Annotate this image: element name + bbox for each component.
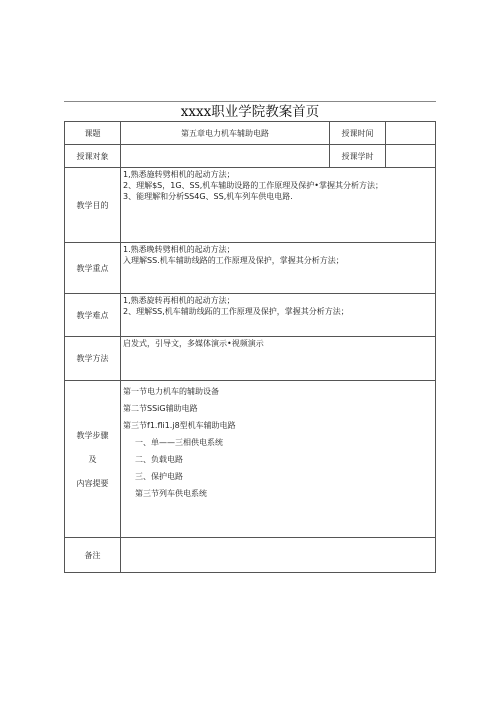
title-rule [64,101,436,102]
goals-line: 2、理解$S，1G、SS,机车辅助设路的工作原理及保护•掌握其分析方法； [123,181,383,190]
steps-line: 二、负载电路 [135,455,183,464]
steps-line: 第二节SSiG辅助电路 [123,404,198,413]
difficulties-line: 1,熟悉旋转再相机的起动方法； [123,296,235,305]
steps-line: 第三节f1.fli1.j8型机车辅助电路 [123,421,236,430]
remarks-value [120,537,436,573]
steps-content [120,380,436,538]
steps-label-line: 教学步骤 [76,430,109,440]
course-title: 第五章电力机车辅助电路 [120,121,330,145]
steps-label-line: 及 [88,454,97,464]
hours-value [385,144,436,168]
goals-line: 1,熟悉施转劈相机的起动方法； [123,170,235,179]
page-title: xxxx职业学院教案首页 [180,104,320,120]
steps-label [64,380,121,538]
steps-label-line: 内容提要 [76,478,109,488]
goals-label: 教学目的 [64,167,121,243]
time-label: 授课时间 [329,121,386,145]
audience-value [120,144,330,168]
difficulties-label: 教学难点 [64,293,121,337]
methods-label: 教学方法 [64,336,121,381]
key-points-line: 1.熟悉晚转劈相机的起动方法； [123,245,235,254]
steps-line: 第三节列车供电系统 [135,489,207,498]
methods-line: 启发式，引导文，多媒体演示•视频演示 [123,339,264,348]
time-value [385,121,436,145]
goals-content [120,167,436,243]
audience-label: 授课对象 [64,144,121,168]
steps-line: 第一节电力机车的辅助设备 [123,387,219,396]
key-points-line: 入理解SS.机车辅助线路的工作原理及保护，掌握其分析方法； [123,256,344,265]
difficulties-content [120,293,436,337]
difficulties-line: 2、理解SS,机车辅助线跖的工作原理及保护，掌握其分析方法； [123,307,349,316]
hours-label: 授课学时 [329,144,386,168]
goals-line: 3、能理解和分析SS4G、SS,机车列车供电电路. [123,192,293,201]
remarks-label: 备注 [64,537,121,573]
steps-line: 三、保护电路 [135,472,183,481]
key-points-label: 教学重点 [64,242,121,294]
course-label: 课题 [64,121,121,145]
methods-content [120,336,436,381]
steps-line: 一、单——三相供电系统 [135,438,223,447]
key-points-content [120,242,436,294]
lesson-plan-table [64,121,436,573]
